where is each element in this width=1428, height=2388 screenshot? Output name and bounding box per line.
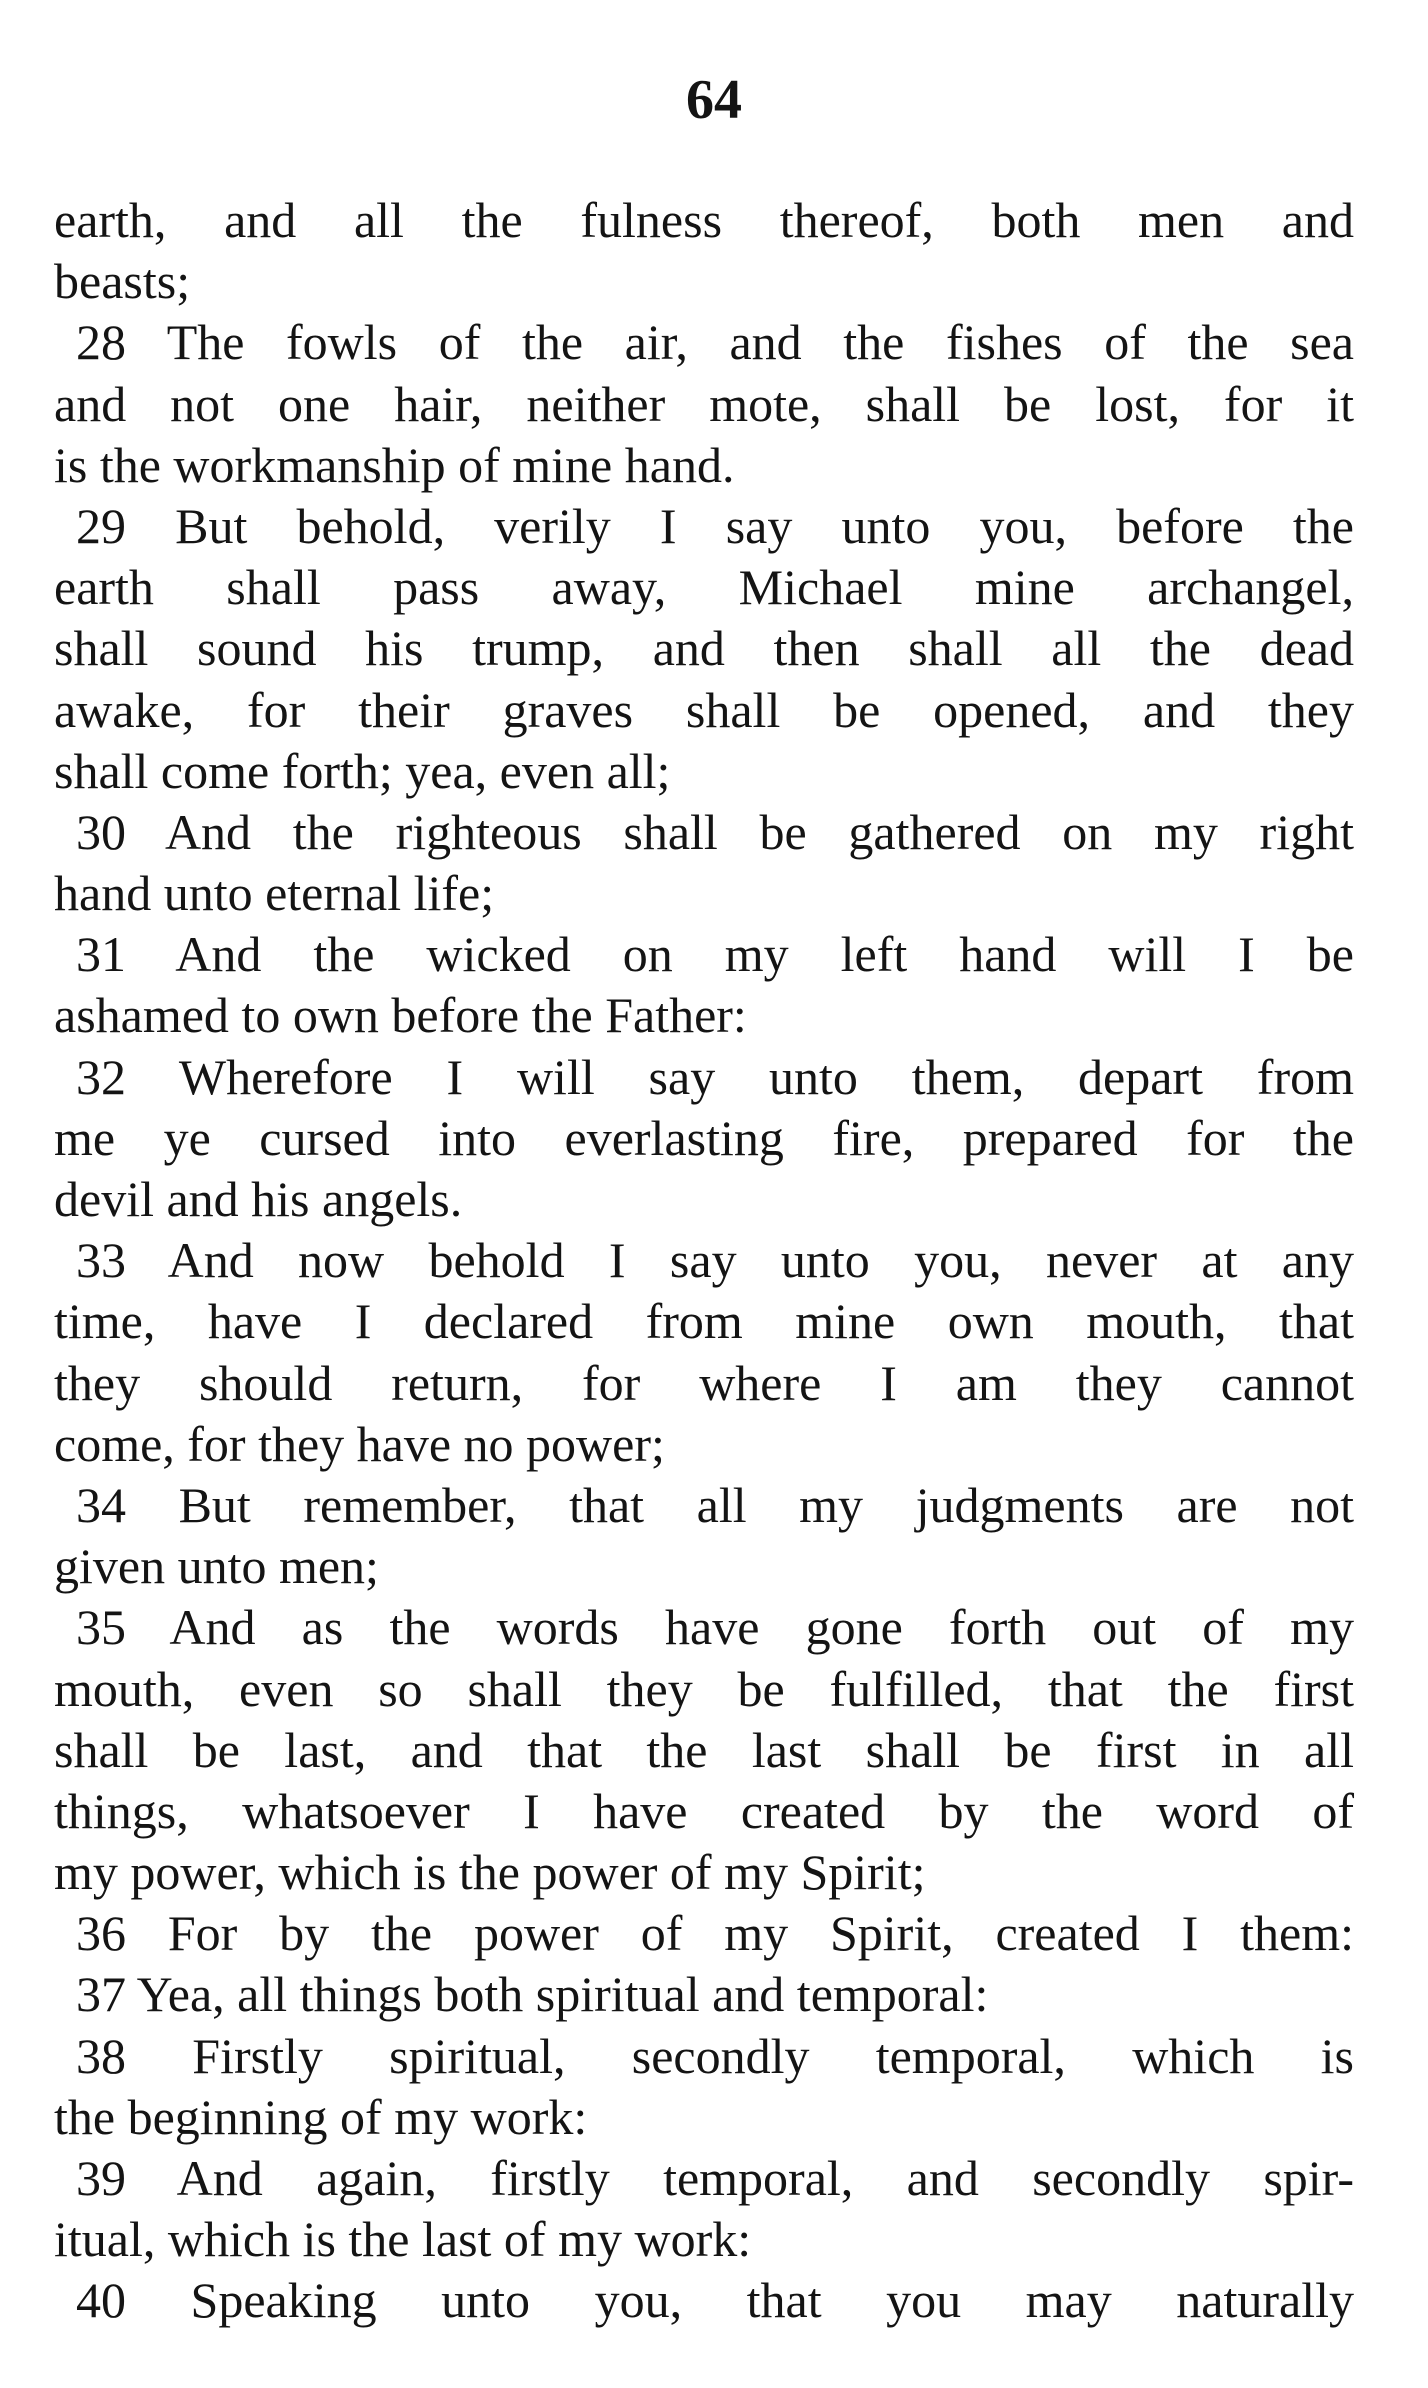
text-line: things, whatsoever I have created by the word of <box>54 1782 1354 1839</box>
text-line: devil and his angels. <box>54 1171 463 1227</box>
page-number: 64 <box>686 69 742 131</box>
text-line: time, have I declared from mine own mouth, that <box>54 1293 1354 1350</box>
text-line: earth, and all the fulness thereof, both men and <box>54 192 1354 248</box>
verse-start-line: 36 For by the power of my Spirit, created I them: <box>76 1905 1354 1962</box>
text-line: shall come forth; yea, even all; <box>54 742 671 799</box>
text-line: earth shall pass away, Michael mine archangel, <box>54 559 1354 616</box>
text-line: me ye cursed into everlasting fire, prepared for the <box>54 1109 1354 1166</box>
verse-start-line: 38 Firstly spiritual, secondly temporal, which is <box>76 2027 1354 2084</box>
text-line: the beginning of my work: <box>54 2088 588 2145</box>
text-line: awake, for their graves shall be opened, and they <box>54 681 1354 738</box>
text-line: itual, which is the last of my work: <box>54 2211 752 2268</box>
verse-start-line: 30 And the righteous shall be gathered on my right <box>76 803 1354 860</box>
text-line: beasts; <box>54 253 191 310</box>
text-line: come, for they have no power; <box>54 1415 665 1472</box>
verse-start-line: 33 And now behold I say unto you, never at any <box>76 1232 1354 1289</box>
text-line: and not one hair, neither mote, shall be lost, for it <box>54 375 1354 432</box>
text-line: hand unto eternal life; <box>54 865 495 922</box>
verse-start-line: 40 Speaking unto you, that you may naturally <box>76 2272 1354 2329</box>
verse-start-line: 39 And again, firstly temporal, and secondly spir- <box>76 2150 1354 2206</box>
text-line: given unto men; <box>54 1538 379 1595</box>
verse-start-line: 29 But behold, verily I say unto you, before the <box>76 497 1354 554</box>
verse-start-line: 37 Yea, all things both spiritual and temporal: <box>76 1966 989 2023</box>
verse-start-line: 31 And the wicked on my left hand will I be <box>76 926 1354 983</box>
text-line: they should return, for where I am they cannot <box>54 1354 1354 1411</box>
text-line: ashamed to own before the Father: <box>54 987 747 1044</box>
text-line: my power, which is the power of my Spirit; <box>54 1844 926 1901</box>
text-line: is the workmanship of mine hand. <box>54 436 735 493</box>
body-text <box>54 190 1354 2332</box>
verse-start-line: 34 But remember, that all my judgments are not <box>76 1476 1354 1533</box>
verse-start-line: 28 The fowls of the air, and the fishes of the sea <box>76 314 1354 371</box>
text-line: shall be last, and that the last shall be first in all <box>54 1721 1354 1778</box>
verse-start-line: 32 Wherefore I will say unto them, depart from <box>76 1048 1354 1105</box>
text-line: shall sound his trump, and then shall all the dead <box>54 620 1354 677</box>
text-line: mouth, even so shall they be fulfilled, that the first <box>54 1660 1354 1717</box>
verse-start-line: 35 And as the words have gone forth out of my <box>76 1599 1354 1656</box>
